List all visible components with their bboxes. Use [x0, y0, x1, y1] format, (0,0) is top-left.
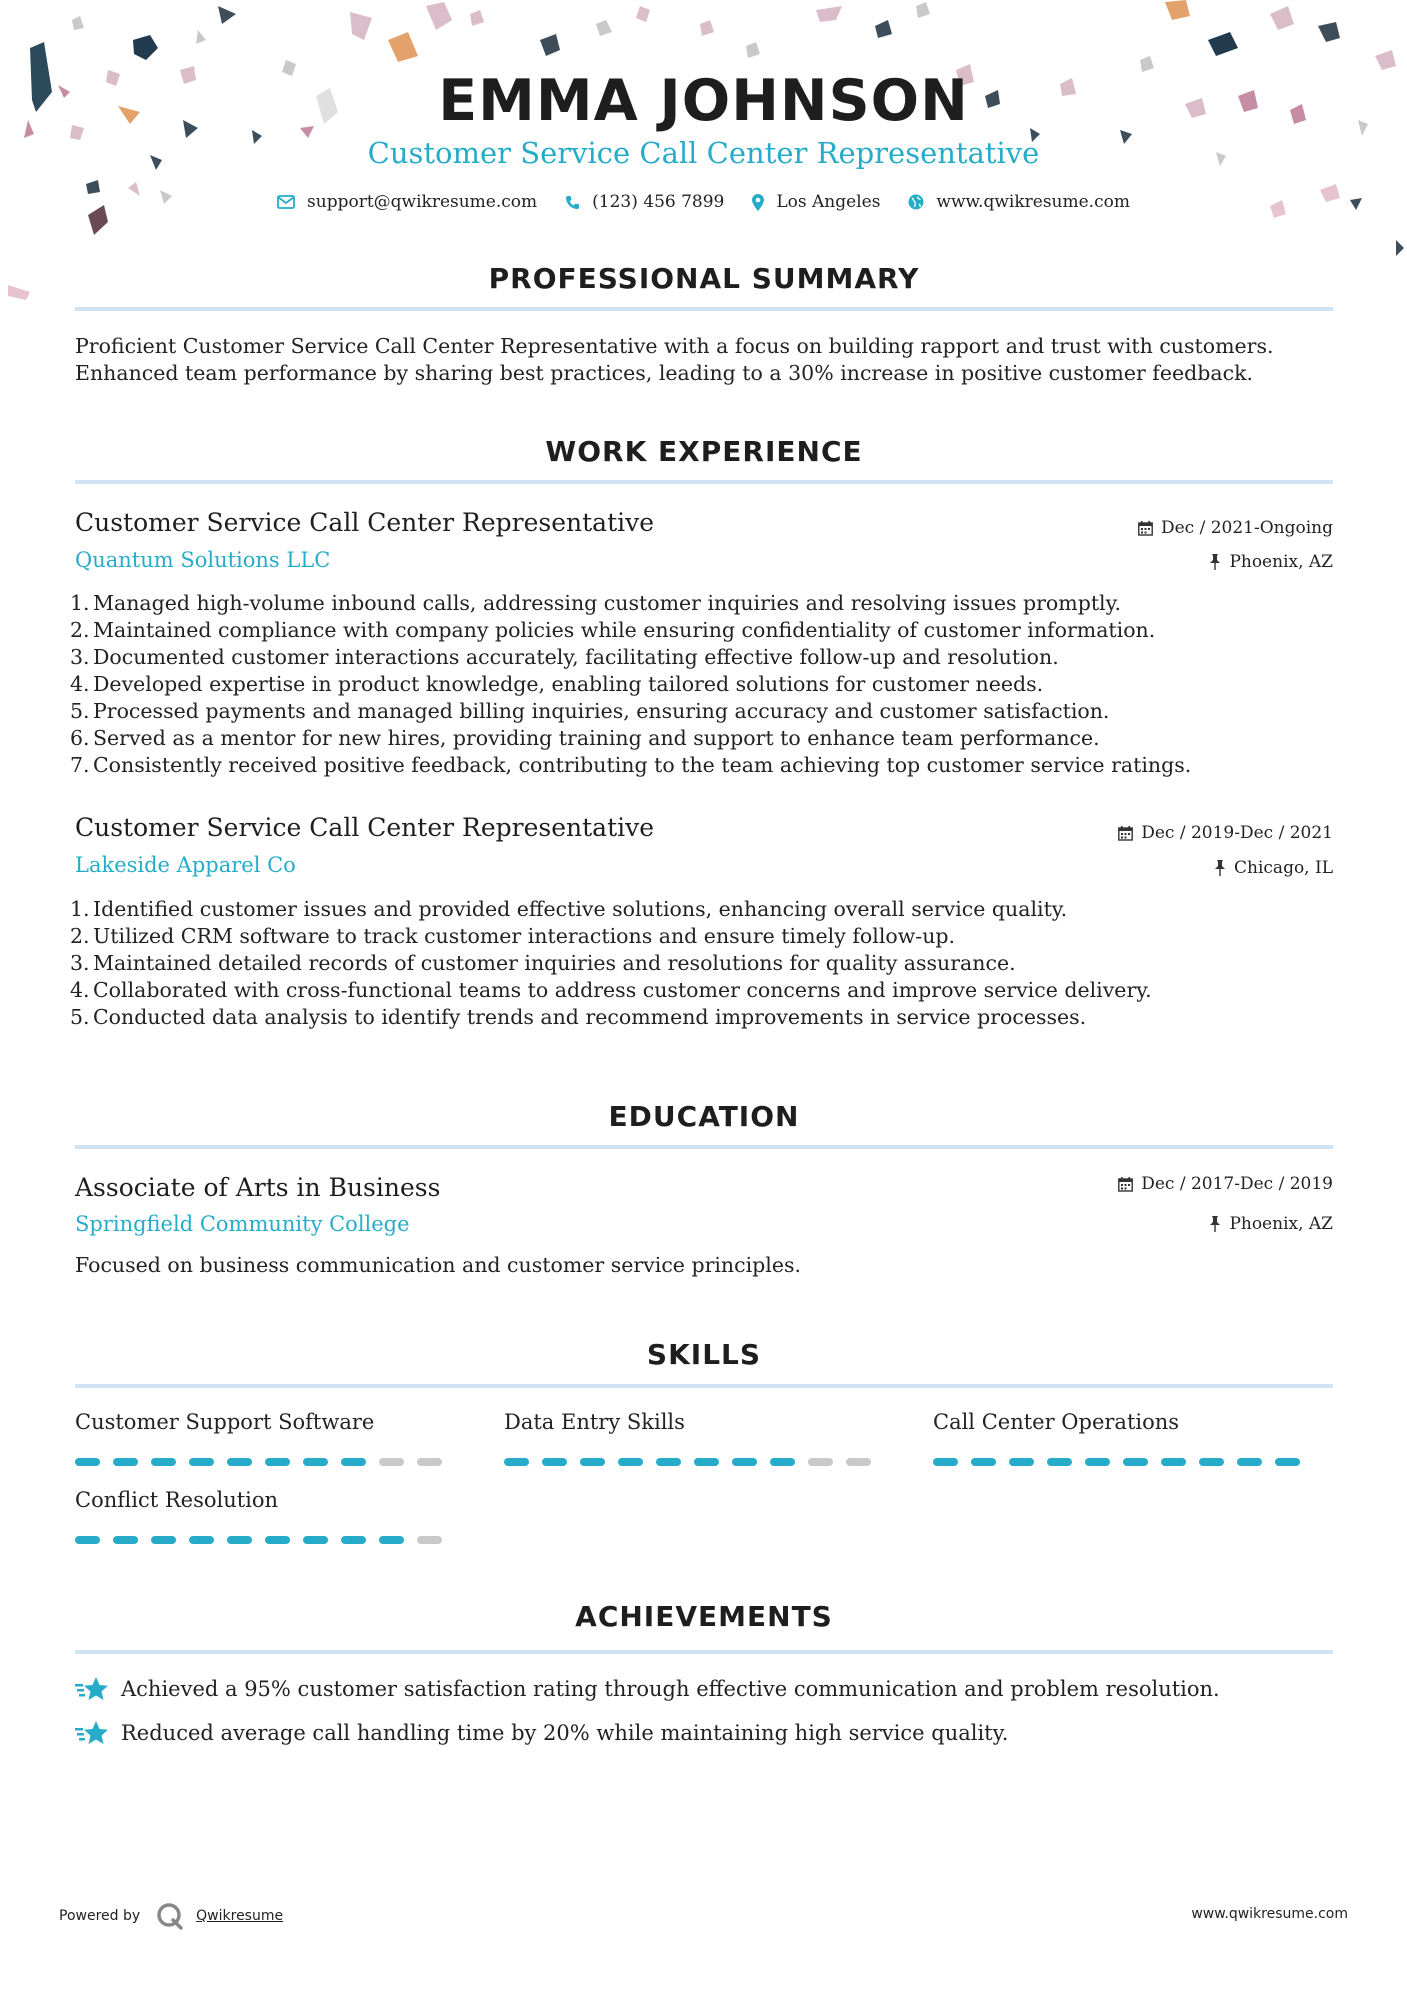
job-company: Quantum Solutions LLC: [75, 548, 331, 572]
job-company: Lakeside Apparel Co: [75, 853, 296, 877]
phone-text: (123) 456 7899: [592, 192, 725, 212]
duty-text: Developed expertise in product knowledge, enabling tailored solutions for customer needs.: [93, 672, 1044, 696]
skill-dash-filled: [265, 1458, 290, 1466]
duty-text: Served as a mentor for new hires, providing training and support to enhance team performance.: [93, 726, 1100, 750]
education-divider: [75, 1145, 1333, 1149]
job-location-text: Phoenix, AZ: [1229, 552, 1333, 572]
education-description: Focused on business communication and customer service principles.: [75, 1253, 802, 1277]
calendar-icon: [1118, 1177, 1133, 1192]
skill-dash-empty: [808, 1458, 833, 1466]
skill-item: [75, 1410, 455, 1466]
skill-dash-filled: [113, 1458, 138, 1466]
duty-text: Maintained compliance with company policies while ensuring confidentiality of customer information.: [93, 618, 1156, 642]
skill-dash-filled: [656, 1458, 681, 1466]
contact-bar: [0, 192, 1407, 212]
contact-phone[interactable]: [565, 192, 724, 212]
skill-dash-filled: [303, 1458, 328, 1466]
skill-dash-filled: [227, 1536, 252, 1544]
job-date-text: Dec / 2021-Ongoing: [1160, 518, 1333, 538]
calendar-icon: [1138, 521, 1153, 536]
skill-dash-filled: [341, 1536, 366, 1544]
duty-text: Maintained detailed records of customer inquiries and resolutions for quality assurance.: [93, 951, 1016, 975]
skill-dash-filled: [732, 1458, 757, 1466]
summary-heading: PROFESSIONAL SUMMARY: [488, 262, 920, 295]
skill-dash-empty: [846, 1458, 871, 1466]
duty-text: Identified customer issues and provided effective solutions, enhancing overall service quality.: [93, 897, 1068, 921]
job-date-text: Dec / 2019-Dec / 2021: [1141, 823, 1333, 843]
skill-meter: [504, 1458, 884, 1466]
list-item: 6. Served as a mentor for new hires, providing training and support to enhance team performance.: [70, 726, 1100, 750]
list-item: 1. Managed high-volume inbound calls, addressing customer inquiries and resolving issues promptly.: [70, 591, 1121, 615]
job-duties: [70, 896, 1350, 1031]
skill-dash-filled: [303, 1536, 328, 1544]
powered-by-label: Powered by: [59, 1908, 141, 1924]
skill-dash-filled: [770, 1458, 795, 1466]
skill-dash-filled: [542, 1458, 567, 1466]
skill-dash-filled: [618, 1458, 643, 1466]
skill-dash-filled: [1199, 1458, 1224, 1466]
skill-dash-filled: [189, 1536, 214, 1544]
skill-name: Data Entry Skills: [504, 1410, 685, 1434]
skills-divider: [75, 1384, 1333, 1388]
experience-divider: [75, 480, 1333, 484]
footer-powered-by: [59, 1902, 283, 1930]
summary-divider: [75, 307, 1333, 311]
skill-dash-filled: [504, 1458, 529, 1466]
skill-dash-filled: [1047, 1458, 1072, 1466]
education-location: [1209, 1214, 1333, 1234]
list-item: 1. Identified customer issues and provided effective solutions, enhancing overall service quality.: [70, 897, 1068, 921]
contact-email[interactable]: [277, 192, 537, 212]
list-item: 5. Processed payments and managed billing inquiries, ensuring accuracy and customer satisfaction.: [70, 699, 1110, 723]
skill-dash-filled: [1085, 1458, 1110, 1466]
list-item: 7. Consistently received positive feedback, contributing to the team achieving top customer service ratings.: [70, 753, 1192, 777]
map-pin-icon: [752, 194, 764, 211]
skill-dash-filled: [227, 1458, 252, 1466]
achievement-item: [75, 1676, 1220, 1702]
contact-website[interactable]: [908, 192, 1130, 212]
skill-dash-filled: [189, 1458, 214, 1466]
list-item: 4. Collaborated with cross-functional teams to address customer concerns and improve service delivery.: [70, 978, 1152, 1002]
duty-text: Conducted data analysis to identify trends and recommend improvements in service processes.: [93, 1005, 1087, 1029]
list-item: 3. Maintained detailed records of customer inquiries and resolutions for quality assurance.: [70, 951, 1016, 975]
pushpin-icon: [1214, 860, 1226, 876]
achievements-divider: [75, 1650, 1333, 1654]
phone-icon: [565, 195, 580, 210]
location-text: Los Angeles: [776, 192, 881, 212]
footer-website[interactable]: www.qwikresume.com: [1191, 1906, 1348, 1922]
duty-text: Utilized CRM software to track customer interactions and ensure timely follow-up.: [93, 924, 956, 948]
summary-line: Proficient Customer Service Call Center Representative with a focus on building rapport and trust with customers.: [75, 334, 1274, 358]
education-date-text: Dec / 2017-Dec / 2019: [1141, 1174, 1333, 1194]
job-title: Customer Service Call Center Representative: [75, 813, 655, 842]
education-location-text: Phoenix, AZ: [1229, 1214, 1333, 1234]
skill-name: Conflict Resolution: [75, 1488, 279, 1512]
candidate-title: Customer Service Call Center Representative: [367, 136, 1040, 170]
skill-item: [504, 1410, 884, 1466]
star-icon: [75, 1676, 109, 1702]
skill-dash-filled: [580, 1458, 605, 1466]
list-item: 3. Documented customer interactions accurately, facilitating effective follow-up and resolution.: [70, 645, 1059, 669]
skill-dash-filled: [113, 1536, 138, 1544]
globe-icon: [908, 194, 924, 210]
skill-meter: [75, 1458, 455, 1466]
job-duties: [70, 590, 1350, 779]
calendar-icon: [1118, 826, 1133, 841]
email-text: support@qwikresume.com: [307, 192, 538, 212]
skill-dash-filled: [1009, 1458, 1034, 1466]
list-item: 4. Developed expertise in product knowledge, enabling tailored solutions for customer needs.: [70, 672, 1044, 696]
skill-dash-filled: [1237, 1458, 1262, 1466]
skill-item: [933, 1410, 1313, 1466]
job-location-text: Chicago, IL: [1234, 858, 1333, 878]
job-location: [1209, 552, 1333, 572]
duty-text: Managed high-volume inbound calls, addressing customer inquiries and resolving issues promptly.: [93, 591, 1121, 615]
achievement-text: Achieved a 95% customer satisfaction rating through effective communication and problem resolution.: [121, 1677, 1220, 1701]
achievement-text: Reduced average call handling time by 20% while maintaining high service quality.: [121, 1721, 1009, 1745]
job-location: [1214, 858, 1333, 878]
achievement-item: [75, 1720, 1008, 1746]
skills-heading: SKILLS: [646, 1338, 762, 1371]
skill-dash-filled: [971, 1458, 996, 1466]
skill-dash-filled: [341, 1458, 366, 1466]
education-date: [1118, 1174, 1333, 1194]
duty-text: Documented customer interactions accurately, facilitating effective follow-up and resolution.: [93, 645, 1059, 669]
skill-dash-filled: [1275, 1458, 1300, 1466]
qwikresume-link[interactable]: Qwikresume: [196, 1908, 284, 1924]
skill-dash-filled: [265, 1536, 290, 1544]
experience-heading: WORK EXPERIENCE: [545, 435, 863, 468]
skill-dash-filled: [75, 1458, 100, 1466]
pushpin-icon: [1209, 1216, 1221, 1232]
skill-dash-filled: [151, 1536, 176, 1544]
candidate-name: EMMA JOHNSON: [438, 68, 969, 134]
job-title: Customer Service Call Center Representative: [75, 508, 655, 537]
duty-text: Collaborated with cross-functional teams to address customer concerns and improve service delivery.: [93, 978, 1152, 1002]
list-item: 2. Utilized CRM software to track customer interactions and ensure timely follow-up.: [70, 924, 956, 948]
education-heading: EDUCATION: [608, 1100, 800, 1133]
job-date: [1138, 518, 1333, 538]
skill-dash-empty: [417, 1536, 442, 1544]
achievements-heading: ACHIEVEMENTS: [575, 1600, 833, 1633]
pushpin-icon: [1209, 554, 1221, 570]
degree-title: Associate of Arts in Business: [75, 1173, 441, 1202]
list-item: 5. Conducted data analysis to identify trends and recommend improvements in service processes.: [70, 1005, 1087, 1029]
skill-dash-filled: [75, 1536, 100, 1544]
skill-dash-filled: [933, 1458, 958, 1466]
summary-text: [75, 333, 1345, 387]
skill-dash-empty: [379, 1458, 404, 1466]
skill-meter: [933, 1458, 1313, 1466]
qwikresume-logo-icon: [156, 1902, 184, 1930]
skill-dash-filled: [1161, 1458, 1186, 1466]
skill-name: Customer Support Software: [75, 1410, 375, 1434]
star-icon: [75, 1720, 109, 1746]
school-name: Springfield Community College: [75, 1212, 410, 1236]
list-item: 2. Maintained compliance with company policies while ensuring confidentiality of customer information.: [70, 618, 1156, 642]
duty-text: Consistently received positive feedback, contributing to the team achieving top customer service ratings.: [93, 753, 1192, 777]
job-date: [1118, 823, 1333, 843]
skill-item: [75, 1488, 455, 1544]
skill-dash-filled: [151, 1458, 176, 1466]
skill-dash-filled: [694, 1458, 719, 1466]
skill-dash-empty: [417, 1458, 442, 1466]
contact-location: [752, 192, 880, 212]
skill-meter: [75, 1536, 455, 1544]
skill-dash-filled: [1123, 1458, 1148, 1466]
website-text: www.qwikresume.com: [936, 192, 1130, 212]
skill-dash-filled: [379, 1536, 404, 1544]
envelope-icon: [277, 195, 295, 209]
skill-name: Call Center Operations: [933, 1410, 1180, 1434]
duty-text: Processed payments and managed billing inquiries, ensuring accuracy and customer satisfaction.: [93, 699, 1110, 723]
summary-line: Enhanced team performance by sharing best practices, leading to a 30% increase in positive customer feedback.: [75, 361, 1254, 385]
